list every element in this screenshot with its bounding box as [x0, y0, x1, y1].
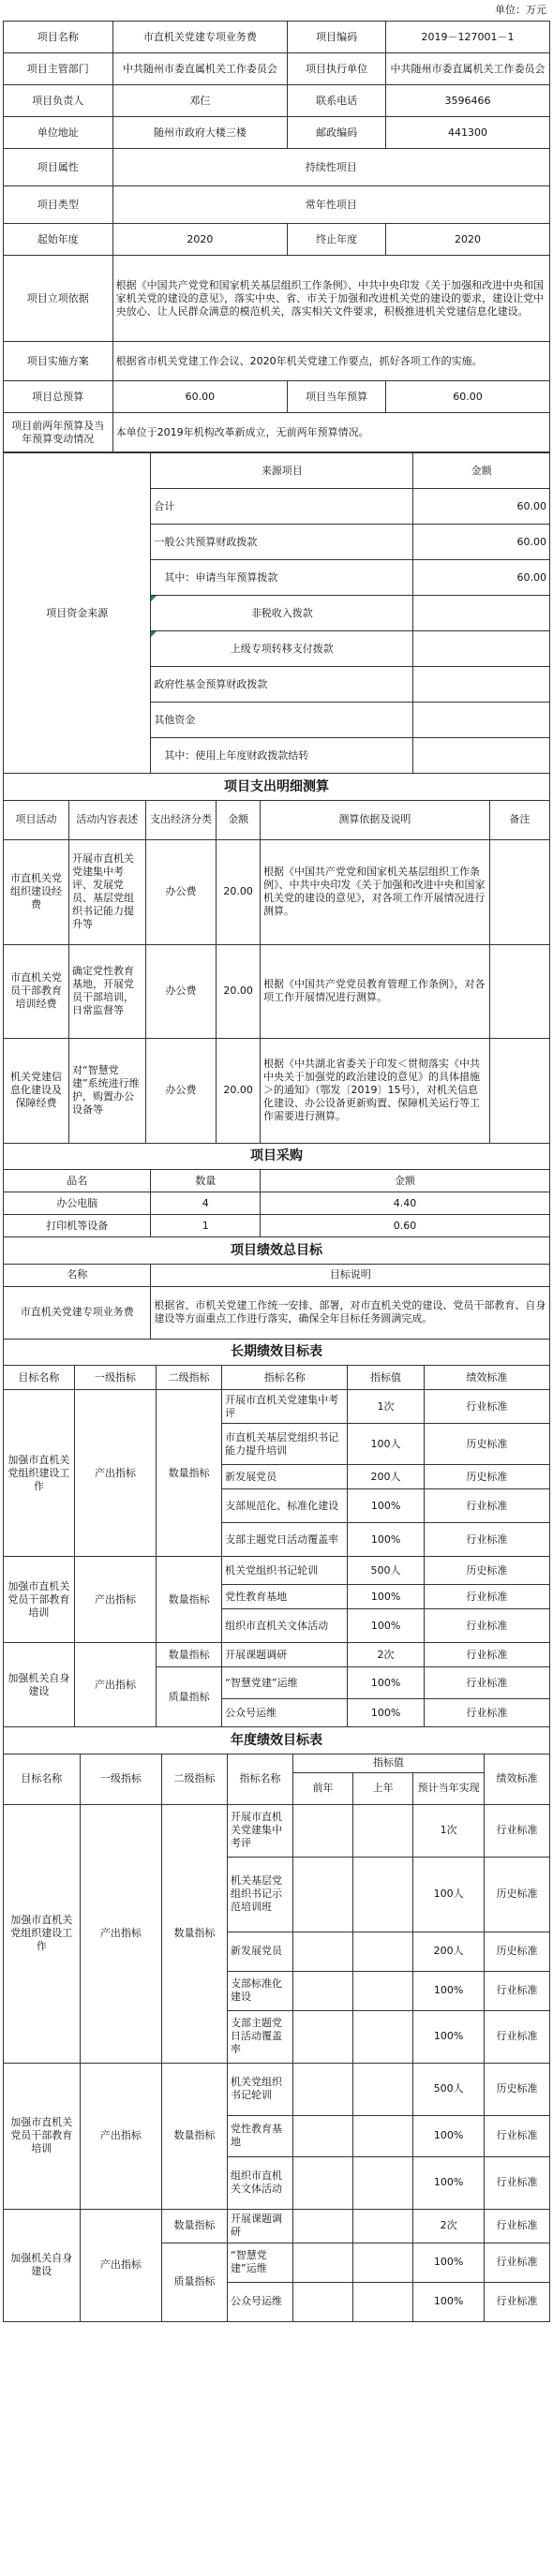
table-row — [4, 944, 550, 1038]
long-item-name: 组织市直机关文体活动 — [222, 1609, 348, 1643]
long-item-val: 100% — [348, 1585, 425, 1609]
table-row — [4, 839, 550, 944]
detail-amt: 20.00 — [217, 1038, 261, 1143]
long-item-val: 100% — [348, 1609, 425, 1643]
annual-item-name: 支部标准化建设 — [228, 1971, 293, 2010]
annual-l1: 产出指标 — [80, 2209, 161, 2321]
long-term-table — [3, 1340, 550, 1728]
long-item-std: 行业标准 — [424, 1390, 549, 1424]
purchase-qty: 4 — [151, 1192, 261, 1215]
fund-row-amt — [413, 667, 550, 703]
annual-item-std: 历史标准 — [484, 1932, 549, 1971]
prev-value: 本单位于2019年机构改革新成立，无前两年预算情况。 — [112, 413, 549, 452]
type-value: 常年性项目 — [112, 186, 549, 224]
long-item-val: 100人 — [348, 1424, 425, 1465]
fund-row-name: 上级专项转移支付拨款 — [151, 631, 413, 667]
exec-value: 中共随州市委直属机关工作委员会 — [386, 53, 550, 85]
long-header: 绩效标准 — [424, 1366, 549, 1390]
annual-item-std: 行业标准 — [484, 2115, 549, 2156]
fund-row-name: 其他资金 — [151, 703, 413, 738]
purchase-table — [3, 1144, 550, 1238]
dept-value: 中共随州市委直属机关工作委员会 — [112, 53, 288, 85]
annual-item-val: 100人 — [413, 1857, 485, 1932]
detail-desc: 对“智慧党建”系统进行维护，购置办公设备等 — [68, 1038, 145, 1143]
overall-name: 市直机关党建专项业务费 — [4, 1286, 151, 1339]
table-row — [4, 1192, 550, 1215]
annual-item-name: “智慧党建”运维 — [228, 2243, 293, 2282]
detail-act: 市直机关党员干部教育培训经费 — [4, 944, 69, 1038]
long-item-val: 100% — [348, 1667, 425, 1699]
long-item-name: 支部主题党日活动覆盖率 — [222, 1523, 348, 1557]
annual-l1: 产出指标 — [80, 1804, 161, 2063]
long-header: 指标值 — [348, 1366, 425, 1390]
annual-table — [3, 1727, 550, 2322]
exec-label: 项目执行单位 — [288, 53, 386, 85]
annual-item-name: 开展课题调研 — [228, 2209, 293, 2243]
annual-l2: 数量指标 — [162, 2209, 228, 2243]
end-label: 终止年度 — [288, 224, 386, 256]
long-item-name: 开展课题调研 — [222, 1643, 348, 1667]
long-title: 长期绩效目标表 — [4, 1340, 550, 1366]
purchase-title: 项目采购 — [4, 1144, 550, 1170]
project-name-value: 市直机关党建专项业务费 — [112, 22, 288, 53]
annual-header: 预计当年实现 — [413, 1772, 485, 1804]
long-item-std: 历史标准 — [424, 1557, 549, 1585]
annual-item-name: 组织市直机关文体活动 — [228, 2156, 293, 2209]
project-info-table — [3, 21, 550, 452]
fund-row-amt — [413, 631, 550, 667]
annual-item-std: 行业标准 — [484, 2282, 549, 2321]
detail-note — [489, 1038, 549, 1143]
total-value: 60.00 — [112, 381, 288, 413]
detail-table — [3, 774, 550, 1144]
annual-header: 指标名称 — [228, 1754, 293, 1804]
fund-row-amt: 60.00 — [413, 489, 550, 525]
detail-cls: 办公费 — [145, 839, 217, 944]
detail-amt: 20.00 — [217, 944, 261, 1038]
long-item-val: 2次 — [348, 1643, 425, 1667]
annual-item-std: 行业标准 — [484, 1971, 549, 2010]
fund-row-amt — [413, 596, 550, 631]
annual-item-val: 1次 — [413, 1804, 485, 1857]
detail-note — [489, 944, 549, 1038]
long-item-val: 100% — [348, 1699, 425, 1727]
overall-title: 项目绩效总目标 — [4, 1237, 550, 1264]
annual-item-std: 行业标准 — [484, 2156, 549, 2209]
long-item-name: 公众号运维 — [222, 1699, 348, 1727]
prev-label: 项目前两年预算及当年预算变动情况 — [4, 413, 113, 452]
fund-row-name: 一般公共预算财政拨款 — [151, 525, 413, 560]
annual-item-val: 200人 — [413, 1932, 485, 1971]
long-header: 目标名称 — [4, 1366, 75, 1390]
overall-h-name: 名称 — [4, 1264, 151, 1286]
plan-value: 根据省市机关党建工作会议、2020年机关党建工作要点，抓好各项工作的实施。 — [112, 342, 549, 381]
fund-row-amt: 60.00 — [413, 560, 550, 596]
long-item-std: 行业标准 — [424, 1667, 549, 1699]
annual-item-val: 100% — [413, 2156, 485, 2209]
long-l1: 产出指标 — [74, 1390, 156, 1557]
long-item-name: 党性教育基地 — [222, 1585, 348, 1609]
overall-goal: 根据省、市机关党建工作统一安排、部署，对市直机关党的建设、党员干部教育、自身建设等方面重点工作进行落实，确保全年目标任务圆满完成。 — [151, 1286, 550, 1339]
zip-value: 441300 — [386, 117, 550, 149]
addr-label: 单位地址 — [4, 117, 113, 149]
plan-label: 项目实施方案 — [4, 342, 113, 381]
detail-basis: 根据《中国共产党党员教育管理工作条例》，对各项工作开展情况进行测算。 — [260, 944, 489, 1038]
fund-row-name: 其中：申请当年预算拨款 — [151, 560, 413, 596]
annual-header: 一级指标 — [80, 1754, 161, 1804]
leader-label: 项目负责人 — [4, 85, 113, 117]
long-item-name: 开展市直机关党建集中考评 — [222, 1390, 348, 1424]
annual-item-val: 2次 — [413, 2209, 485, 2243]
long-l2: 数量指标 — [157, 1390, 222, 1557]
purchase-amt: 0.60 — [261, 1215, 550, 1237]
long-l2: 数量指标 — [157, 1557, 222, 1643]
long-item-name: 市直机关基层党组织书记能力提升培训 — [222, 1424, 348, 1465]
long-item-name: 机关党组织书记轮训 — [222, 1557, 348, 1585]
long-l2: 质量指标 — [157, 1667, 222, 1727]
long-item-std: 行业标准 — [424, 1585, 549, 1609]
annual-header: 二级指标 — [162, 1754, 228, 1804]
purchase-name: 打印机等设备 — [4, 1215, 151, 1237]
cur-label: 项目当年预算 — [288, 381, 386, 413]
annual-l2: 数量指标 — [162, 1804, 228, 2063]
annual-item-name: 公众号运维 — [228, 2282, 293, 2321]
fund-row-name: 非税收入拨款 — [151, 596, 413, 631]
annual-item-std: 行业标准 — [484, 2243, 549, 2282]
phone-value: 3596466 — [386, 85, 550, 117]
annual-item-name: 党性教育基地 — [228, 2115, 293, 2156]
end-value: 2020 — [386, 224, 550, 256]
phone-label: 联系电话 — [288, 85, 386, 117]
total-label: 项目总预算 — [4, 381, 113, 413]
long-item-val: 1次 — [348, 1390, 425, 1424]
long-item-val: 100% — [348, 1489, 425, 1523]
detail-title: 项目支出明细测算 — [4, 774, 550, 800]
purchase-name: 办公电脑 — [4, 1192, 151, 1215]
basis-value: 根据《中国共产党党和国家机关基层组织工作条例》、中共中央印发《关于加强和改进中央和国家机关党的建设的意见》，落实中央、省、市关于加强和改进机关党的建设的要求，建设让党中央放心、让人民群众满意的模范机关，落实相关文件要求，积极推进机关党建信息化建设。 — [112, 256, 549, 342]
annual-item-name: 支部主题党日活动覆盖率 — [228, 2010, 293, 2063]
annual-item-std: 行业标准 — [484, 2209, 549, 2243]
long-item-std: 历史标准 — [424, 1424, 549, 1465]
dept-label: 项目主管部门 — [4, 53, 113, 85]
annual-goal: 加强市直机关党员干部教育培训 — [4, 2063, 81, 2209]
annual-item-val: 100% — [413, 2010, 485, 2063]
detail-header: 支出经济分类 — [145, 800, 217, 839]
fund-row-name: 其中：使用上年度财政拨款结转 — [151, 738, 413, 774]
fund-row-amt — [413, 703, 550, 738]
cur-value: 60.00 — [386, 381, 550, 413]
long-goal: 加强机关自身建设 — [4, 1643, 75, 1727]
table-row — [4, 1215, 550, 1237]
annual-item-val: 100% — [413, 1971, 485, 2010]
annual-header: 上年 — [353, 1772, 413, 1804]
annual-item-val: 100% — [413, 2115, 485, 2156]
annual-goal: 加强市直机关党组织建设工作 — [4, 1804, 81, 2063]
long-item-name: 支部规范化、标准化建设 — [222, 1489, 348, 1523]
annual-item-val: 100% — [413, 2243, 485, 2282]
annual-item-name: 机关党组织书记轮训 — [228, 2063, 293, 2115]
funds-col-src: 来源项目 — [151, 453, 413, 489]
long-item-std: 行业标准 — [424, 1523, 549, 1557]
start-value: 2020 — [112, 224, 288, 256]
annual-item-std: 行业标准 — [484, 1804, 549, 1857]
project-code-label: 项目编码 — [288, 22, 386, 53]
annual-item-name: 机关基层党组织书记示范培训班 — [228, 1857, 293, 1932]
long-item-std: 历史标准 — [424, 1465, 549, 1489]
detail-header: 金额 — [217, 800, 261, 839]
annual-l2: 质量指标 — [162, 2243, 228, 2321]
purchase-qty: 1 — [151, 1215, 261, 1237]
leader-value: 邓仨 — [112, 85, 288, 117]
annual-item-val: 500人 — [413, 2063, 485, 2115]
funds-col-amt: 金额 — [413, 453, 550, 489]
project-name-label: 项目名称 — [4, 22, 113, 53]
project-code-value: 2019－127001－1 — [386, 22, 550, 53]
funds-table — [3, 452, 550, 774]
annual-goal: 加强机关自身建设 — [4, 2209, 81, 2321]
addr-value: 随州市政府大楼三楼 — [112, 117, 288, 149]
long-l1: 产出指标 — [74, 1557, 156, 1643]
long-l1: 产出指标 — [74, 1643, 156, 1727]
detail-desc: 确定党性教育基地，开展党员干部培训，日常监督等 — [68, 944, 145, 1038]
long-item-val: 500人 — [348, 1557, 425, 1585]
detail-cls: 办公费 — [145, 1038, 217, 1143]
purchase-header: 数量 — [151, 1170, 261, 1192]
funds-label: 项目资金来源 — [4, 453, 151, 774]
long-header: 二级指标 — [157, 1366, 222, 1390]
annual-item-std: 行业标准 — [484, 2010, 549, 2063]
purchase-header: 金额 — [261, 1170, 550, 1192]
long-item-std: 行业标准 — [424, 1489, 549, 1523]
purchase-amt: 4.40 — [261, 1192, 550, 1215]
overall-goal-table — [3, 1237, 550, 1340]
annual-l1: 产出指标 — [80, 2063, 161, 2209]
zip-label: 邮政编码 — [288, 117, 386, 149]
type-label: 项目类型 — [4, 186, 113, 224]
detail-header: 备注 — [489, 800, 549, 839]
annual-title: 年度绩效目标表 — [4, 1727, 550, 1754]
long-item-val: 100% — [348, 1523, 425, 1557]
annual-item-name: 新发展党员 — [228, 1932, 293, 1971]
long-item-std: 行业标准 — [424, 1609, 549, 1643]
annual-header: 指标值 — [292, 1754, 484, 1772]
start-label: 起始年度 — [4, 224, 113, 256]
annual-header: 前年 — [292, 1772, 352, 1804]
fund-row-amt: 60.00 — [413, 525, 550, 560]
detail-note — [489, 839, 549, 944]
detail-act: 机关党建信息化建设及保障经费 — [4, 1038, 69, 1143]
annual-item-std: 历史标准 — [484, 2063, 549, 2115]
overall-h-goal: 目标说明 — [151, 1264, 550, 1286]
purchase-header: 品名 — [4, 1170, 151, 1192]
long-item-val: 200人 — [348, 1465, 425, 1489]
detail-header: 活动内容表述 — [68, 800, 145, 839]
long-header: 指标名称 — [222, 1366, 348, 1390]
detail-cls: 办公费 — [145, 944, 217, 1038]
annual-item-val: 100% — [413, 2282, 485, 2321]
annual-header: 目标名称 — [4, 1754, 81, 1804]
annual-item-name: 开展市直机关党建集中考评 — [228, 1804, 293, 1857]
annual-l2: 数量指标 — [162, 2063, 228, 2209]
detail-header: 项目活动 — [4, 800, 69, 839]
annual-header: 绩效标准 — [484, 1754, 549, 1804]
fund-row-name: 政府性基金预算财政拨款 — [151, 667, 413, 703]
long-item-std: 行业标准 — [424, 1643, 549, 1667]
attr-label: 项目属性 — [4, 149, 113, 186]
detail-desc: 开展市直机关党建集中考评、发展党员、基层党组织书记能力提升等 — [68, 839, 145, 944]
long-header: 一级指标 — [74, 1366, 156, 1390]
long-goal: 加强市直机关党组织建设工作 — [4, 1390, 75, 1557]
detail-basis: 根据《中共湖北省委关于印发＜贯彻落实《中共中央关于加强党的政治建设的意见》的具体措施＞的通知》（鄂发〔2019〕15号），对机关信息化建设、办公设备更新购置、保障机关运行等工作需要进行测算。 — [260, 1038, 489, 1143]
annual-item-std: 历史标准 — [484, 1857, 549, 1932]
detail-amt: 20.00 — [217, 839, 261, 944]
long-item-std: 行业标准 — [424, 1699, 549, 1727]
long-item-name: 新发展党员 — [222, 1465, 348, 1489]
fund-row-amt — [413, 738, 550, 774]
detail-act: 市直机关党组织建设经费 — [4, 839, 69, 944]
long-item-name: “智慧党建”运维 — [222, 1667, 348, 1699]
long-l2: 数量指标 — [157, 1643, 222, 1667]
unit-label: 单位：万元 — [495, 4, 546, 16]
table-row — [4, 1038, 550, 1143]
detail-basis: 根据《中国共产党党和国家机关基层组织工作条例》、中共中央印发《关于加强和改进中央和国家机关党的建设的意见》，对各项工作开展情况进行测算。 — [260, 839, 489, 944]
long-goal: 加强市直机关党员干部教育培训 — [4, 1557, 75, 1643]
detail-header: 测算依据及说明 — [260, 800, 489, 839]
basis-label: 项目立项依据 — [4, 256, 113, 342]
attr-value: 持续性项目 — [112, 149, 549, 186]
fund-row-name: 合计 — [151, 489, 413, 525]
